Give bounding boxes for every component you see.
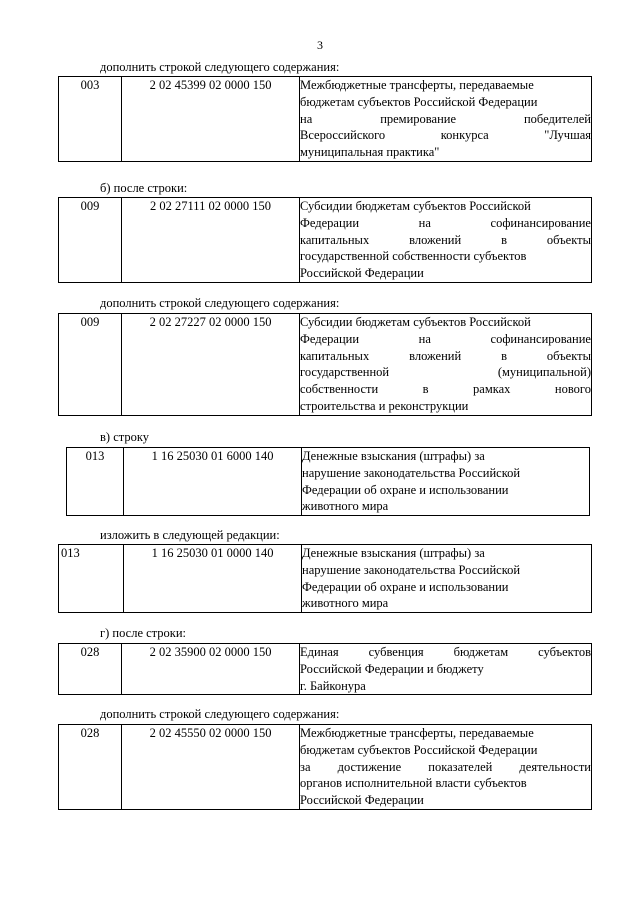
description-line: государственной собственности субъектов	[300, 249, 527, 264]
table-row-013-old	[66, 447, 590, 516]
instruction-after-row-g: г) после строки:	[100, 626, 187, 640]
budget-code-cell: 2 02 27111 02 0000 150	[122, 198, 300, 283]
description-line: капитальных вложений в объекты	[300, 348, 591, 363]
description-line: животного мира	[302, 499, 389, 514]
admin-code-cell: 009	[59, 314, 122, 416]
description-line: Федерации об охране и использовании	[302, 579, 509, 594]
table-row-028-45550	[58, 724, 592, 810]
description-line: на премирование победителей	[300, 111, 591, 126]
description-line: Федерации на софинансирование	[300, 215, 591, 230]
description-line: Единая субвенция бюджетам субъектов	[300, 645, 591, 659]
budget-code-cell: 2 02 45550 02 0000 150	[122, 725, 300, 810]
description-line: Российской Федерации	[300, 266, 424, 281]
admin-code-cell: 028	[59, 644, 122, 695]
description-line: муниципальная практика"	[300, 145, 440, 160]
description-cell	[300, 198, 592, 283]
description-cell	[300, 644, 592, 695]
description-line: Российской Федерации	[300, 793, 424, 808]
admin-code-cell: 013	[59, 545, 124, 613]
description-line: государственной (муниципальной)	[300, 365, 591, 380]
instruction-add-row-2: дополнить строкой следующего содержания:	[100, 296, 340, 310]
description-line: органов исполнительной власти субъектов	[300, 776, 527, 791]
description-line: Российской Федерации и бюджету	[300, 661, 484, 676]
admin-code-cell: 028	[59, 725, 122, 810]
description-line: Субсидии бюджетам субъектов Российской	[300, 199, 531, 213]
description-line: Субсидии бюджетам субъектов Российской	[300, 315, 531, 329]
page-number: 3	[317, 38, 323, 52]
description-cell	[302, 545, 592, 613]
instruction-after-row-b: б) после строки:	[100, 181, 188, 195]
budget-code-cell: 2 02 27227 02 0000 150	[122, 314, 300, 416]
instruction-add-row-1: дополнить строкой следующего содержания:	[100, 60, 340, 74]
description-line: Денежные взыскания (штрафы) за	[302, 546, 485, 560]
description-line: за достижение показателей деятельности	[300, 759, 591, 774]
description-line: Федерации об охране и использовании	[302, 482, 509, 497]
description-line: бюджетам субъектов Российской Федерации	[300, 742, 538, 757]
budget-code-cell: 2 02 35900 02 0000 150	[122, 644, 300, 695]
admin-code-cell: 003	[59, 77, 122, 162]
admin-code-cell: 009	[59, 198, 122, 283]
description-line: Межбюджетные трансферты, передаваемые	[300, 78, 534, 92]
instruction-add-row-3: дополнить строкой следующего содержания:	[100, 707, 340, 721]
description-line: собственности в рамках нового	[300, 382, 591, 397]
budget-code-cell: 1 16 25030 01 0000 140	[124, 545, 302, 613]
budget-code-cell: 1 16 25030 01 6000 140	[124, 448, 302, 516]
description-line: г. Байконура	[300, 678, 366, 693]
admin-code-cell: 013	[67, 448, 124, 516]
description-line: животного мира	[302, 596, 389, 611]
description-line: Денежные взыскания (штрафы) за	[302, 449, 485, 463]
description-cell	[300, 77, 592, 162]
description-cell	[300, 314, 592, 416]
instruction-new-edition: изложить в следующей редакции:	[100, 528, 280, 542]
description-line: капитальных вложений в объекты	[300, 232, 591, 247]
description-line: нарушение законодательства Российской	[302, 465, 521, 480]
description-line: нарушение законодательства Российской	[302, 562, 521, 577]
table-row-028-35900	[58, 643, 592, 695]
description-line: строительства и реконструкции	[300, 398, 469, 413]
description-line: Федерации на софинансирование	[300, 331, 591, 346]
instruction-row-c: в) строку	[100, 430, 149, 444]
table-row-009-27227	[58, 313, 592, 416]
table-row-003-premium	[58, 76, 592, 162]
description-line: Межбюджетные трансферты, передаваемые	[300, 726, 534, 740]
description-cell	[300, 725, 592, 810]
description-cell	[302, 448, 590, 516]
description-line: бюджетам субъектов Российской Федерации	[300, 94, 538, 109]
table-row-013-new	[58, 544, 592, 613]
table-row-009-27111	[58, 197, 592, 283]
budget-code-cell: 2 02 45399 02 0000 150	[122, 77, 300, 162]
description-line: Всероссийского конкурса "Лучшая	[300, 128, 591, 143]
